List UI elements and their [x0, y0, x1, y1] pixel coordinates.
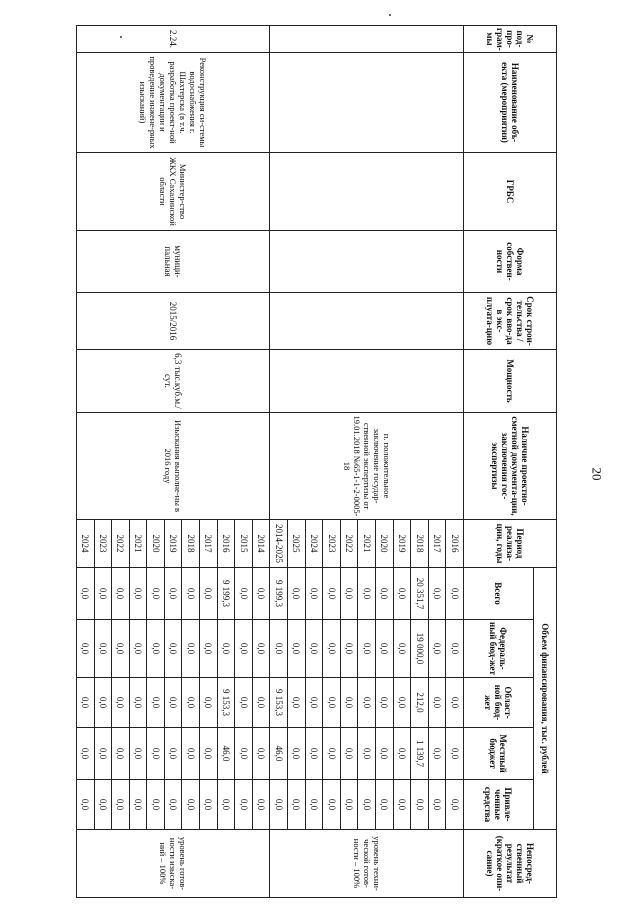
result-cell-1: уровень техни-ческой готов-ности – 100%: [270, 830, 464, 898]
rotated-page: [37, 25, 557, 895]
total-cell: 0,0: [235, 568, 253, 620]
regional-cell: 0,0: [200, 678, 218, 728]
federal-cell: 0,0: [428, 620, 446, 678]
local-cell: 0,0: [129, 728, 147, 780]
year-cell: 2014-2025: [270, 520, 288, 568]
header-ownership: Форма собствен-ности: [464, 231, 557, 293]
other-cell: 0,0: [112, 780, 130, 830]
header-federal: Федераль-ный бюд-жет: [464, 620, 534, 678]
header-grbs: ГРБС: [464, 153, 557, 231]
other-cell: 0,0: [428, 780, 446, 830]
federal-cell: 0,0: [305, 620, 323, 678]
total-cell: 0,0: [446, 568, 464, 620]
total-cell: 0,0: [164, 568, 182, 620]
federal-cell: 0,0: [200, 620, 218, 678]
empty-cell: [270, 293, 464, 350]
local-cell: 0,0: [428, 728, 446, 780]
federal-cell: 0,0: [288, 620, 306, 678]
other-cell: 0,0: [323, 780, 341, 830]
year-cell: 2022: [112, 520, 130, 568]
year-cell: 2016: [217, 520, 235, 568]
total-cell: 0,0: [340, 568, 358, 620]
total-cell: 0,0: [182, 568, 200, 620]
year-cell: 2023: [323, 520, 341, 568]
empty-cell: [270, 350, 464, 413]
local-cell: 0,0: [305, 728, 323, 780]
regional-cell: 0,0: [76, 678, 94, 728]
year-cell: 2022: [340, 520, 358, 568]
regional-cell: 0,0: [358, 678, 376, 728]
total-cell: 0,0: [129, 568, 147, 620]
total-cell: 0,0: [252, 568, 270, 620]
year-cell: 2021: [129, 520, 147, 568]
total-cell: 0,0: [305, 568, 323, 620]
regional-cell: 212,0: [411, 678, 429, 728]
year-cell: 2021: [358, 520, 376, 568]
table-row: [446, 26, 464, 898]
year-cell: 2019: [164, 520, 182, 568]
other-cell: 0,0: [182, 780, 200, 830]
year-cell: 2016: [446, 520, 464, 568]
regional-cell: 0,0: [147, 678, 165, 728]
regional-cell: 0,0: [94, 678, 112, 728]
local-cell: 0,0: [323, 728, 341, 780]
local-cell: 0,0: [288, 728, 306, 780]
total-cell: 0,0: [376, 568, 394, 620]
page-number: 20: [589, 467, 605, 481]
year-cell: 2014: [252, 520, 270, 568]
header-regional: Област-ной бюд-жет: [464, 678, 534, 728]
federal-cell: 0,0: [376, 620, 394, 678]
year-cell: 2024: [305, 520, 323, 568]
year-cell: 2015: [235, 520, 253, 568]
regional-cell: 0,0: [182, 678, 200, 728]
total-cell: 9 199,3: [270, 568, 288, 620]
regional-cell: 0,0: [323, 678, 341, 728]
total-cell: 20 351,7: [411, 568, 429, 620]
local-cell: 0,0: [252, 728, 270, 780]
local-cell: 0,0: [393, 728, 411, 780]
other-cell: 0,0: [446, 780, 464, 830]
federal-cell: 0,0: [446, 620, 464, 678]
federal-cell: 0,0: [217, 620, 235, 678]
empty-cell: [270, 53, 464, 153]
year-cell: 2020: [376, 520, 394, 568]
local-cell: 0,0: [112, 728, 130, 780]
docs-cell-1: п. положительное заключение государ-ственной экспертизы от 19.01.2018 №65-1-1-2-0005-18: [270, 413, 464, 520]
federal-cell: 0,0: [270, 620, 288, 678]
grbs-cell: Министер-ство ЖКХ Сахалинской области: [76, 153, 270, 231]
header-capacity: Мощность: [464, 350, 557, 413]
other-cell: 0,0: [411, 780, 429, 830]
other-cell: 0,0: [217, 780, 235, 830]
local-cell: 0,0: [200, 728, 218, 780]
local-cell: 0,0: [94, 728, 112, 780]
local-cell: 0,0: [147, 728, 165, 780]
regional-cell: 0,0: [129, 678, 147, 728]
federal-cell: 0,0: [235, 620, 253, 678]
local-cell: 1 139,7: [411, 728, 429, 780]
year-cell: 2024: [76, 520, 94, 568]
federal-cell: 19 000,0: [411, 620, 429, 678]
header-total: Всего: [464, 568, 534, 620]
federal-cell: 0,0: [323, 620, 341, 678]
local-cell: 0,0: [358, 728, 376, 780]
regional-cell: 0,0: [428, 678, 446, 728]
header-funding-group: Объем финансирования, тыс. рублей: [534, 568, 557, 830]
year-cell: 2023: [94, 520, 112, 568]
total-cell: 0,0: [200, 568, 218, 620]
federal-cell: 0,0: [147, 620, 165, 678]
other-cell: 0,0: [147, 780, 165, 830]
local-cell: 0,0: [340, 728, 358, 780]
object-name-cell: Реконструкция си-стемы водоснабжения г. Шахтерска (в т.ч. разработка проект-ной документации и проведение инжене-рных изысканий): [76, 53, 270, 153]
other-cell: 0,0: [358, 780, 376, 830]
header-period: Период реализа-ции, годы: [464, 520, 557, 568]
header-num: № под-про-грам-мы: [464, 26, 557, 53]
federal-cell: 0,0: [94, 620, 112, 678]
header-other: Привле-ченные средства: [464, 780, 534, 830]
total-cell: 0,0: [393, 568, 411, 620]
scan-artifact: [389, 14, 391, 16]
result-cell-2: уровень готов-ности изыска-ний – 100%: [76, 830, 270, 898]
regional-cell: 0,0: [164, 678, 182, 728]
local-cell: 0,0: [164, 728, 182, 780]
header-docs: Наличие проектно-сметной документа-ции, заключения гос-экспертизы: [464, 413, 557, 520]
year-cell: 2017: [428, 520, 446, 568]
other-cell: 0,0: [288, 780, 306, 830]
other-cell: 0,0: [200, 780, 218, 830]
local-cell: 46,0: [270, 728, 288, 780]
federal-cell: 0,0: [393, 620, 411, 678]
year-cell: 2018: [182, 520, 200, 568]
total-cell: 0,0: [94, 568, 112, 620]
other-cell: 0,0: [129, 780, 147, 830]
federal-cell: 0,0: [112, 620, 130, 678]
year-cell: 2020: [147, 520, 165, 568]
other-cell: 0,0: [305, 780, 323, 830]
federal-cell: 0,0: [164, 620, 182, 678]
federal-cell: 0,0: [358, 620, 376, 678]
local-cell: 46,0: [217, 728, 235, 780]
federal-cell: 0,0: [340, 620, 358, 678]
header-result: Непосред-ственный результат (краткое опи-сание): [464, 830, 557, 898]
local-cell: 0,0: [235, 728, 253, 780]
regional-cell: 0,0: [446, 678, 464, 728]
other-cell: 0,0: [393, 780, 411, 830]
total-cell: 0,0: [358, 568, 376, 620]
regional-cell: 9 153,3: [217, 678, 235, 728]
other-cell: 0,0: [94, 780, 112, 830]
regional-cell: 0,0: [376, 678, 394, 728]
other-cell: 0,0: [76, 780, 94, 830]
federal-cell: 0,0: [129, 620, 147, 678]
regional-cell: 0,0: [235, 678, 253, 728]
total-cell: 0,0: [112, 568, 130, 620]
empty-cell: [270, 231, 464, 293]
docs-cell-2: Изыскания выполне-ны в 2016 году: [76, 413, 270, 520]
local-cell: 0,0: [182, 728, 200, 780]
table-row: [252, 26, 270, 898]
year-cell: 2017: [200, 520, 218, 568]
total-cell: 0,0: [288, 568, 306, 620]
total-cell: 9 199,3: [217, 568, 235, 620]
other-cell: 0,0: [376, 780, 394, 830]
term-cell: 2015/2016: [76, 293, 270, 350]
total-cell: 0,0: [428, 568, 446, 620]
federal-cell: 0,0: [252, 620, 270, 678]
year-cell: 2018: [411, 520, 429, 568]
other-cell: 0,0: [270, 780, 288, 830]
regional-cell: 0,0: [393, 678, 411, 728]
empty-cell: [270, 26, 464, 53]
year-cell: 2025: [288, 520, 306, 568]
local-cell: 0,0: [376, 728, 394, 780]
header-term: Срок строи-тельства / срок вво-да в экс-плуата-цию: [464, 293, 557, 350]
regional-cell: 0,0: [252, 678, 270, 728]
regional-cell: 0,0: [112, 678, 130, 728]
regional-cell: 0,0: [340, 678, 358, 728]
federal-cell: 0,0: [76, 620, 94, 678]
local-cell: 0,0: [76, 728, 94, 780]
total-cell: 0,0: [323, 568, 341, 620]
header-local: Местный бюджет: [464, 728, 534, 780]
year-cell: 2019: [393, 520, 411, 568]
header-name: Наименование объ-екта (мероприятия): [464, 53, 557, 153]
other-cell: 0,0: [235, 780, 253, 830]
regional-cell: 0,0: [305, 678, 323, 728]
ownership-cell: муници-пальная: [76, 231, 270, 293]
empty-cell: [270, 153, 464, 231]
financing-table: [76, 25, 557, 898]
other-cell: 0,0: [340, 780, 358, 830]
federal-cell: 0,0: [182, 620, 200, 678]
regional-cell: 9 153,3: [270, 678, 288, 728]
num-cell: 2.24.: [76, 26, 270, 53]
other-cell: 0,0: [252, 780, 270, 830]
capacity-cell: 6,3 тыс.куб.м./сут.: [76, 350, 270, 413]
regional-cell: 0,0: [288, 678, 306, 728]
total-cell: 0,0: [76, 568, 94, 620]
total-cell: 0,0: [147, 568, 165, 620]
other-cell: 0,0: [164, 780, 182, 830]
local-cell: 0,0: [446, 728, 464, 780]
